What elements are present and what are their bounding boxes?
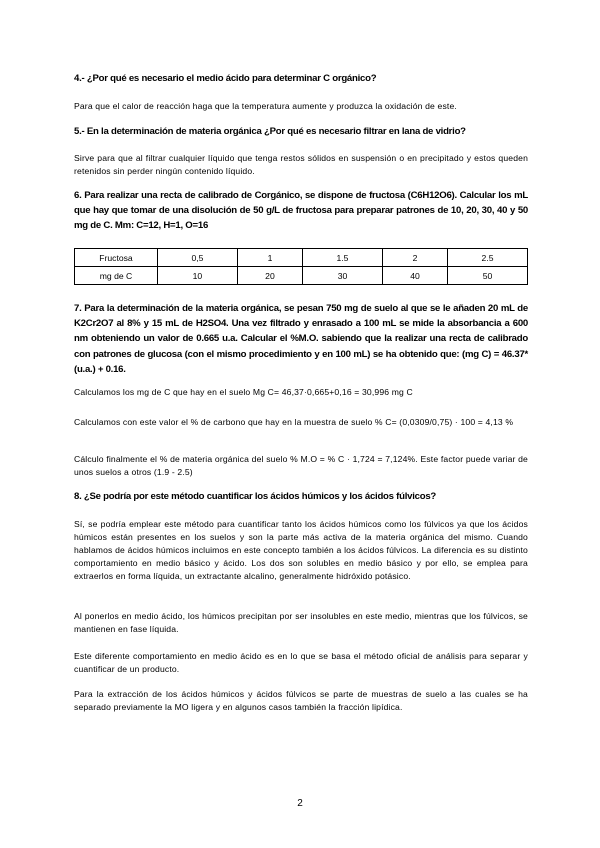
- answer-7-step-1: Calculamos los mg de C que hay en el suelo Mg C= 46,37·0,665+0,16 = 30,996 mg C: [74, 387, 413, 397]
- table-cell: 0,5: [158, 249, 238, 267]
- fructose-table: [74, 248, 528, 285]
- table-row: [75, 267, 528, 285]
- table-cell: 1: [237, 249, 302, 267]
- page-number: 2: [297, 798, 303, 809]
- answer-8-paragraph-1: Sí, se podría emplear este método para cuantificar tanto los ácidos húmicos como los fúlvicos ya que los ácidos húmicos están presentes en los suelos y son la parte más activa de la materia orgánica del mismo. Cuando hablamos de ácidos húmicos incluimos en este concepto también a los ácidos fúlvicos. La diferencia es su distinto comportamiento en medio básico y ácido. Los dos son solubles en medio básico y por ello, se emplea para extraerlos en forma líquida, un extractante alcalino, generalmente hidróxido potásico.: [74, 519, 528, 581]
- table-cell: 50: [448, 267, 528, 285]
- answer-7-step-2: Calculamos con este valor el % de carbono que hay en la muestra de suelo % C= (0,0309/0,75) · 100 = 4,13 %: [74, 417, 514, 427]
- table-row: [75, 249, 528, 267]
- table-cell: 20: [237, 267, 302, 285]
- answer-8-paragraph-2: Al ponerlos en medio ácido, los húmicos precipitan por ser insolubles en este medio, mientras que los fúlvicos, se mantienen en fase líquida.: [74, 611, 528, 634]
- table-cell: 30: [303, 267, 383, 285]
- question-7: 7. Para la determinación de la materia orgánica, se pesan 750 mg de suelo al que se le añaden 20 mL de K2Cr2O7 al 8% y 15 mL de H2SO4. Una vez filtrado y enrasado a 100 mL se mide la absorbancia a 600 nm obteniendo un valor de 0.665 u.a. Calcular el %M.O. sabiendo que la realizar una recta de calibrado con patrones de glucosa (con el mismo procedimiento y en 100 mL) se ha obtenido que: (mg C) = 46.37* (u.a.) + 0.16.: [74, 303, 528, 375]
- table-cell: 1.5: [303, 249, 383, 267]
- table-row-label: Fructosa: [75, 249, 158, 267]
- table-cell: 2: [382, 249, 447, 267]
- table-cell: 40: [382, 267, 447, 285]
- answer-4: Para que el calor de reacción haga que la temperatura aumente y produzca la oxidación de este.: [74, 101, 457, 111]
- answer-8-paragraph-3: Este diferente comportamiento en medio ácido es en lo que se basa el método oficial de análisis para separar y cuantificar de un producto.: [74, 651, 528, 674]
- answer-8-paragraph-4: Para la extracción de los ácidos húmicos y ácidos fúlvicos se parte de muestras de suelo a las cuales se ha separado previamente la MO ligera y en algunos casos también la fracción lipídica.: [74, 689, 528, 712]
- answer-5: Sirve para que al filtrar cualquier líquido que tenga restos sólidos en suspensión o en precipitado y estos queden retenidos sin perder ningún contenido líquido.: [74, 153, 528, 176]
- table-row-label: mg de C: [75, 267, 158, 285]
- answer-7-step-3: Cálculo finalmente el % de materia orgánica del suelo % M.O = % C · 1,724 = 7,124%. Este factor puede variar de unos suelos a otros (1.9 - 2.5): [74, 454, 528, 477]
- question-5: 5.- En la determinación de materia orgánica ¿Por qué es necesario filtrar en lana de vidrio?: [74, 126, 466, 137]
- question-6: 6. Para realizar una recta de calibrado de Corgánico, se dispone de fructosa (C6H12O6). Calcular los mL que hay que tomar de una disolución de 50 g/L de fructosa para preparar patrones de 10, 20, 30, 40 y 50 mg de C. Mm: C=12, H=1, O=16: [74, 190, 528, 232]
- question-4: 4.- ¿Por qué es necesario el medio ácido para determinar C orgánico?: [74, 73, 377, 84]
- question-8: 8. ¿Se podría por este método cuantificar los ácidos húmicos y los ácidos fúlvicos?: [74, 491, 437, 502]
- table-cell: 10: [158, 267, 238, 285]
- table-cell: 2.5: [448, 249, 528, 267]
